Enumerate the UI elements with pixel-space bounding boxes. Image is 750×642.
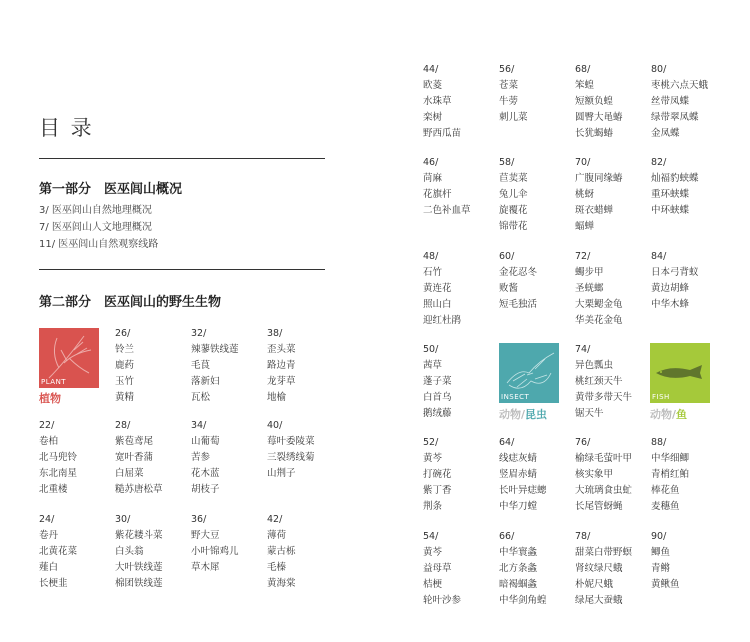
species-name[interactable]: 二色补血草 bbox=[423, 205, 471, 216]
toc-entry[interactable] bbox=[499, 435, 579, 515]
species-name[interactable]: 圣蜣螂 bbox=[575, 283, 604, 294]
species-name[interactable]: 朴妮尺蛾 bbox=[575, 579, 614, 590]
toc-entry[interactable] bbox=[651, 155, 731, 219]
page-number: 50/ bbox=[423, 344, 439, 355]
species-name[interactable]: 短毛独活 bbox=[499, 299, 538, 310]
page-number: 70/ bbox=[575, 157, 591, 168]
species-name[interactable]: 大栗鳃金龟 bbox=[575, 299, 623, 310]
toc-entry[interactable] bbox=[651, 62, 731, 142]
species-name[interactable]: 紫苞鸢尾 bbox=[115, 436, 154, 447]
species-name[interactable]: 蝠蝉 bbox=[575, 221, 595, 232]
species-name[interactable]: 薄荷 bbox=[267, 530, 287, 541]
species-name[interactable]: 长犹蝎蝽 bbox=[575, 128, 614, 139]
page-number: 32/ bbox=[191, 328, 207, 339]
species-name[interactable]: 迎红杜鹃 bbox=[423, 315, 462, 326]
species-name[interactable]: 薤白 bbox=[39, 562, 59, 573]
toc-entry[interactable] bbox=[267, 418, 347, 482]
species-name[interactable]: 竖眉赤蜻 bbox=[499, 469, 538, 480]
species-name[interactable]: 野西瓜苗 bbox=[423, 128, 462, 139]
plant-category-label[interactable]: 植物 bbox=[39, 392, 61, 405]
page-number: 34/ bbox=[191, 420, 207, 431]
toc-entry[interactable] bbox=[423, 62, 503, 142]
page-number: 38/ bbox=[267, 328, 283, 339]
species-name[interactable]: 白屈菜 bbox=[115, 468, 144, 479]
divider bbox=[39, 158, 325, 159]
species-name[interactable]: 重环蛱蝶 bbox=[651, 189, 690, 200]
species-name[interactable]: 胡枝子 bbox=[191, 484, 220, 495]
species-name[interactable]: 线痣灰蜻 bbox=[499, 453, 538, 464]
species-name[interactable]: 山荆子 bbox=[267, 468, 296, 479]
species-name[interactable]: 日本弓背蚁 bbox=[651, 267, 699, 278]
species-name[interactable]: 鹿药 bbox=[115, 360, 135, 371]
toc-entry[interactable] bbox=[423, 435, 503, 515]
page-number: 46/ bbox=[423, 157, 439, 168]
species-name[interactable]: 笨蝗 bbox=[575, 80, 595, 91]
species-name[interactable]: 锯天牛 bbox=[575, 408, 604, 419]
page-number: 90/ bbox=[651, 531, 667, 542]
species-name[interactable]: 卷丹 bbox=[39, 530, 59, 541]
species-name[interactable]: 毛榛 bbox=[267, 562, 287, 573]
species-name[interactable]: 山葡萄 bbox=[191, 436, 220, 447]
species-name[interactable]: 铃兰 bbox=[115, 344, 135, 355]
toc-entry[interactable] bbox=[575, 249, 655, 329]
species-name[interactable]: 歪头菜 bbox=[267, 344, 296, 355]
toc-entry[interactable] bbox=[575, 342, 655, 422]
species-name[interactable]: 棒花鱼 bbox=[651, 485, 680, 496]
toc-link[interactable]: 11/ 医巫闾山自然观察线路 bbox=[39, 239, 159, 250]
species-name[interactable]: 莓叶委陵菜 bbox=[267, 436, 315, 447]
species-name[interactable]: 牛蒡 bbox=[499, 96, 519, 107]
species-name[interactable]: 广腹同缘蝽 bbox=[575, 173, 623, 184]
species-name[interactable]: 北重楼 bbox=[39, 484, 68, 495]
species-name[interactable]: 蠋步甲 bbox=[575, 267, 604, 278]
toc-entry[interactable] bbox=[651, 249, 731, 313]
species-name[interactable]: 龙芽草 bbox=[267, 376, 296, 387]
page-number: 44/ bbox=[423, 64, 439, 75]
toc-entry[interactable] bbox=[39, 512, 119, 592]
page-number: 88/ bbox=[651, 437, 667, 448]
toc-entry[interactable] bbox=[575, 62, 655, 142]
species-name[interactable]: 刺儿菜 bbox=[499, 112, 528, 123]
species-name[interactable]: 花旗杆 bbox=[423, 189, 452, 200]
species-name[interactable]: 旋覆花 bbox=[499, 205, 528, 216]
species-name[interactable]: 大叶铁线莲 bbox=[115, 562, 163, 573]
species-name[interactable]: 黄带多带天牛 bbox=[575, 392, 633, 403]
species-name[interactable]: 路边青 bbox=[267, 360, 296, 371]
species-name[interactable]: 暗褐蝈螽 bbox=[499, 579, 538, 590]
species-name[interactable]: 卷柏 bbox=[39, 436, 59, 447]
species-name[interactable]: 长尾管蚜蝇 bbox=[575, 501, 623, 512]
species-name[interactable]: 圆臀大黾蝽 bbox=[575, 112, 623, 123]
species-name[interactable]: 斑衣蜡蝉 bbox=[575, 205, 614, 216]
species-name[interactable]: 小叶锦鸡儿 bbox=[191, 546, 239, 557]
species-name[interactable]: 丝带凤蝶 bbox=[651, 96, 690, 107]
species-name[interactable]: 长梗韭 bbox=[39, 578, 68, 589]
page-number: 72/ bbox=[575, 251, 591, 262]
species-name[interactable]: 石竹 bbox=[423, 267, 443, 278]
species-name[interactable]: 异色瓢虫 bbox=[575, 360, 614, 371]
toc-entry[interactable] bbox=[267, 326, 347, 406]
species-name[interactable]: 长叶异痣蟌 bbox=[499, 485, 547, 496]
species-name[interactable]: 水珠草 bbox=[423, 96, 452, 107]
toc-entry[interactable] bbox=[423, 342, 503, 422]
species-name[interactable]: 益母草 bbox=[423, 563, 452, 574]
species-name[interactable]: 照山白 bbox=[423, 299, 452, 310]
page-number: 78/ bbox=[575, 531, 591, 542]
toc-entry[interactable] bbox=[423, 529, 503, 609]
species-name[interactable]: 绿带翠凤蝶 bbox=[651, 112, 699, 123]
species-name[interactable]: 落新妇 bbox=[191, 376, 220, 387]
fish-category-label[interactable] bbox=[650, 406, 687, 422]
toc-entry[interactable] bbox=[39, 418, 119, 498]
page-number: 52/ bbox=[423, 437, 439, 448]
fish-category-image bbox=[650, 343, 710, 403]
species-name[interactable]: 辣蓼铁线莲 bbox=[191, 344, 239, 355]
page-number: 84/ bbox=[651, 251, 667, 262]
species-name[interactable]: 败酱 bbox=[499, 283, 519, 294]
species-name[interactable]: 棉团铁线莲 bbox=[115, 578, 163, 589]
species-name[interactable]: 中环蛱蝶 bbox=[651, 205, 690, 216]
species-name[interactable]: 黄边胡蜂 bbox=[651, 283, 690, 294]
species-name[interactable]: 黄芩 bbox=[423, 547, 443, 558]
category-en-label: INSECT bbox=[501, 393, 530, 401]
page-number: 30/ bbox=[115, 514, 131, 525]
page-number: 42/ bbox=[267, 514, 283, 525]
toc-entry[interactable] bbox=[651, 529, 731, 593]
species-name[interactable]: 轮叶沙参 bbox=[423, 595, 462, 606]
toc-entry[interactable] bbox=[191, 418, 271, 498]
species-name[interactable]: 荆条 bbox=[423, 501, 443, 512]
species-name[interactable]: 紫花耧斗菜 bbox=[115, 530, 163, 541]
species-name[interactable]: 苦参 bbox=[191, 452, 211, 463]
species-name[interactable]: 宽叶香蒲 bbox=[115, 452, 154, 463]
category-en-label: PLANT bbox=[41, 378, 67, 386]
part2-title[interactable]: 第二部分 医巫闾山的野生生物 bbox=[39, 295, 222, 310]
toc-entry[interactable] bbox=[423, 155, 503, 219]
species-name[interactable]: 灿福豹蛱蝶 bbox=[651, 173, 699, 184]
species-name[interactable]: 苘麻 bbox=[423, 173, 443, 184]
species-name[interactable]: 鲫鱼 bbox=[651, 547, 671, 558]
species-name[interactable]: 打碗花 bbox=[423, 469, 452, 480]
category-name: 昆虫 bbox=[525, 408, 548, 421]
part1-title[interactable]: 第一部分 医巫闾山概况 bbox=[39, 182, 183, 197]
species-name[interactable]: 锦带花 bbox=[499, 221, 528, 232]
species-name[interactable]: 白头翁 bbox=[115, 546, 144, 557]
species-name[interactable]: 糙苏唐松草 bbox=[115, 484, 163, 495]
species-name[interactable]: 鹅绒藤 bbox=[423, 408, 452, 419]
page-number: 54/ bbox=[423, 531, 439, 542]
species-name[interactable]: 草木犀 bbox=[191, 562, 220, 573]
species-name[interactable]: 兔儿伞 bbox=[499, 189, 528, 200]
species-name[interactable]: 榆绿毛萤叶甲 bbox=[575, 453, 633, 464]
species-name[interactable]: 地榆 bbox=[267, 392, 287, 403]
category-name: 鱼 bbox=[676, 408, 688, 421]
divider bbox=[39, 269, 325, 270]
species-name[interactable]: 黄海棠 bbox=[267, 578, 296, 589]
page-number: 68/ bbox=[575, 64, 591, 75]
page-number: 64/ bbox=[499, 437, 515, 448]
plant-category-image bbox=[39, 328, 99, 388]
species-name[interactable]: 蒙古栎 bbox=[267, 546, 296, 557]
species-name[interactable]: 中华剑角蝗 bbox=[499, 595, 547, 606]
species-name[interactable]: 桃蚜 bbox=[575, 189, 595, 200]
species-name[interactable]: 苣荬菜 bbox=[499, 173, 528, 184]
page-number: 22/ bbox=[39, 420, 55, 431]
toc-entry[interactable] bbox=[575, 529, 655, 609]
species-name[interactable]: 蓬子菜 bbox=[423, 376, 452, 387]
species-name[interactable]: 黄精 bbox=[115, 392, 135, 403]
species-name[interactable]: 金凤蝶 bbox=[651, 128, 680, 139]
toc-entry[interactable] bbox=[191, 512, 271, 576]
toc-link[interactable]: 3/ 医巫闾山自然地理概况 bbox=[39, 205, 152, 216]
page-number: 74/ bbox=[575, 344, 591, 355]
species-name[interactable]: 桔梗 bbox=[423, 579, 443, 590]
species-name[interactable]: 瓦松 bbox=[191, 392, 211, 403]
species-name[interactable]: 东北南星 bbox=[39, 468, 78, 479]
species-name[interactable]: 毛茛 bbox=[191, 360, 211, 371]
category-en-label: FISH bbox=[652, 393, 670, 401]
species-name[interactable]: 桃红颈天牛 bbox=[575, 376, 623, 387]
species-name[interactable]: 栾树 bbox=[423, 112, 443, 123]
page-number: 80/ bbox=[651, 64, 667, 75]
species-name[interactable]: 黄芩 bbox=[423, 453, 443, 464]
species-name[interactable]: 野大豆 bbox=[191, 530, 220, 541]
species-name[interactable]: 茜草 bbox=[423, 360, 443, 371]
page-title: 目 录 bbox=[39, 116, 94, 140]
toc-entry[interactable] bbox=[499, 155, 579, 235]
species-name[interactable]: 肾纹绿尺蛾 bbox=[575, 563, 623, 574]
species-name[interactable]: 黄连花 bbox=[423, 283, 452, 294]
species-name[interactable]: 中华寰螽 bbox=[499, 547, 538, 558]
toc-entry[interactable] bbox=[191, 326, 271, 406]
species-name[interactable]: 中华细鲫 bbox=[651, 453, 690, 464]
species-name[interactable]: 花木蓝 bbox=[191, 468, 220, 479]
page-number: 36/ bbox=[191, 514, 207, 525]
page-number: 48/ bbox=[423, 251, 439, 262]
toc-entry[interactable] bbox=[267, 512, 347, 592]
toc-entry[interactable] bbox=[115, 512, 195, 592]
category-prefix: 动物/ bbox=[499, 408, 526, 421]
page-number: 24/ bbox=[39, 514, 55, 525]
species-name[interactable]: 北方条螽 bbox=[499, 563, 538, 574]
category-prefix: 动物/ bbox=[650, 408, 677, 421]
species-name[interactable]: 核实象甲 bbox=[575, 469, 614, 480]
species-name[interactable]: 白首乌 bbox=[423, 392, 452, 403]
species-name[interactable]: 华美花金龟 bbox=[575, 315, 623, 326]
toc-entry[interactable] bbox=[651, 435, 731, 515]
toc-entry[interactable] bbox=[575, 435, 655, 515]
page-number: 66/ bbox=[499, 531, 515, 542]
species-name[interactable]: 黄鳅鱼 bbox=[651, 579, 680, 590]
toc-link[interactable]: 7/ 医巫闾山人文地理概况 bbox=[39, 222, 152, 233]
species-name[interactable]: 中华刀螳 bbox=[499, 501, 538, 512]
toc-entry[interactable] bbox=[115, 326, 195, 406]
toc-entry[interactable] bbox=[499, 62, 579, 126]
page-number: 58/ bbox=[499, 157, 515, 168]
page-number: 28/ bbox=[115, 420, 131, 431]
species-name[interactable]: 青鳉 bbox=[651, 563, 671, 574]
toc-entry[interactable] bbox=[499, 529, 579, 609]
insect-category-label[interactable] bbox=[499, 406, 547, 422]
page-number: 26/ bbox=[115, 328, 131, 339]
insect-category-image bbox=[499, 343, 559, 403]
toc-entry[interactable] bbox=[499, 249, 579, 313]
species-name[interactable]: 北马兜铃 bbox=[39, 452, 78, 463]
species-name[interactable]: 玉竹 bbox=[115, 376, 135, 387]
species-name[interactable]: 绿尾大蚕蛾 bbox=[575, 595, 623, 606]
page-number: 82/ bbox=[651, 157, 667, 168]
species-name[interactable]: 枣桃六点天蛾 bbox=[651, 80, 709, 91]
species-name[interactable]: 中华木蜂 bbox=[651, 299, 690, 310]
species-name[interactable]: 麦穗鱼 bbox=[651, 501, 680, 512]
species-name[interactable]: 短额负蝗 bbox=[575, 96, 614, 107]
species-name[interactable]: 苍菜 bbox=[499, 80, 519, 91]
species-name[interactable]: 三裂绣线菊 bbox=[267, 452, 315, 463]
toc-entry[interactable] bbox=[115, 418, 195, 498]
species-name[interactable]: 北黄花菜 bbox=[39, 546, 78, 557]
toc-entry[interactable] bbox=[575, 155, 655, 235]
species-name[interactable]: 大琉璃食虫虻 bbox=[575, 485, 633, 496]
species-name[interactable]: 甜菜白带野螟 bbox=[575, 547, 633, 558]
page-number: 76/ bbox=[575, 437, 591, 448]
toc-entry[interactable] bbox=[423, 249, 503, 329]
species-name[interactable]: 紫丁香 bbox=[423, 485, 452, 496]
page-number: 56/ bbox=[499, 64, 515, 75]
species-name[interactable]: 金花忍冬 bbox=[499, 267, 538, 278]
page-number: 40/ bbox=[267, 420, 283, 431]
page-number: 60/ bbox=[499, 251, 515, 262]
species-name[interactable]: 青梢红鲌 bbox=[651, 469, 690, 480]
species-name[interactable]: 欧菱 bbox=[423, 80, 443, 91]
